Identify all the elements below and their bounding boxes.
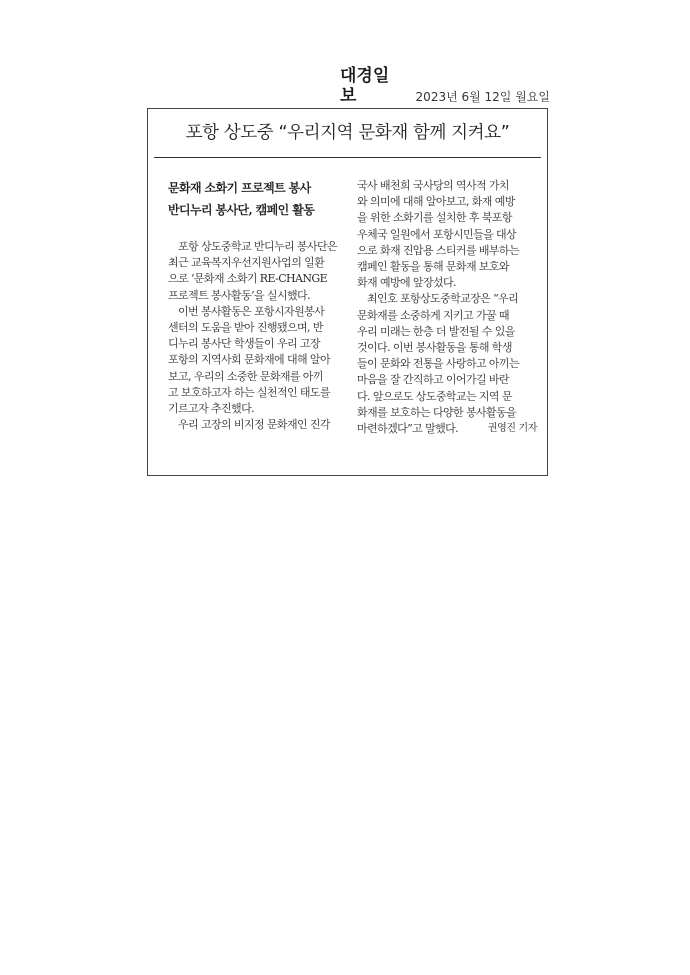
headline-divider xyxy=(154,157,541,158)
body-text-line: 우리 고장의 비지정 문화재인 진각 xyxy=(178,418,330,432)
closing-line xyxy=(357,421,537,437)
body-text-line: 다. 앞으로도 상도중학교는 지역 문 xyxy=(357,389,512,403)
body-text-line: 와 의미에 대해 알아보고, 화재 예방 xyxy=(357,195,515,209)
body-text-line: 화재 예방에 앞장섰다. xyxy=(357,276,456,290)
right-column xyxy=(357,178,537,437)
body-text-line: 으로 화재 진압용 스티커를 배부하는 xyxy=(357,243,519,257)
article-subhead xyxy=(168,177,348,221)
article-headline: 포항 상도중 “우리지역 문화재 함께 지켜요” xyxy=(185,123,510,143)
article-clipping xyxy=(147,108,548,476)
left-column-body xyxy=(168,239,348,433)
body-text-line: 문화재를 소중하게 지키고 가꿀 때 xyxy=(357,308,509,322)
body-text-line: 것이다. 이번 봉사활동을 통해 학생 xyxy=(357,341,512,355)
reporter-byline: 권영진 기자 xyxy=(487,423,537,435)
newspaper-name: 대경일보 xyxy=(340,66,390,106)
publication-date: 2023년 6월 12일 월요일 xyxy=(415,90,550,104)
body-text-line: 을 위한 소화기를 설치한 후 북포항 xyxy=(357,211,512,225)
body-text-line: 포항 상도중학교 반디누리 봉사단은 xyxy=(178,240,338,253)
closing-text: 마련하겠다”고 말했다. xyxy=(357,422,459,436)
right-column-body xyxy=(357,178,537,421)
body-text-line: 보고, 우리의 소중한 문화재를 아끼 xyxy=(168,369,323,383)
subhead-line: 반디누리 봉사단, 캠페인 활동 xyxy=(168,203,315,217)
body-text-line: 이번 봉사활동은 포항시자원봉사 xyxy=(178,304,325,318)
body-text-line: 최인호 포항상도중학교장은 “우리 xyxy=(367,292,519,306)
body-text-line: 으로 ‘문화재 소화기 RE-CHANGE xyxy=(168,272,328,286)
body-text-line: 디누리 봉사단 학생들이 우리 고장 xyxy=(168,337,320,351)
body-text-line: 우체국 일원에서 포항시민들을 대상 xyxy=(357,227,517,241)
body-text-line: 마음을 잘 간직하고 이어가길 바란 xyxy=(357,373,509,387)
body-text-line: 고 보호하고자 하는 실천적인 태도를 xyxy=(168,385,330,399)
subhead-line: 문화재 소화기 프로젝트 봉사 xyxy=(168,181,311,195)
body-text-line: 센터의 도움을 받아 진행됐으며, 반 xyxy=(168,321,323,335)
body-text-line: 국사 배천희 국사당의 역사적 가치 xyxy=(357,179,509,192)
body-text-line: 최근 교육복지우선지원사업의 일환 xyxy=(168,256,325,270)
body-text-line: 화재를 보호하는 다양한 봉사활동을 xyxy=(357,405,517,419)
body-text-line: 포항의 지역사회 문화재에 대해 알아 xyxy=(168,353,330,367)
body-text-line: 들이 문화와 전통을 사랑하고 아끼는 xyxy=(357,357,519,371)
body-text-line: 프로젝트 봉사활동’을 실시했다. xyxy=(168,288,310,302)
body-text-line: 기르고자 추진했다. xyxy=(168,402,255,416)
left-column xyxy=(168,177,348,433)
body-text-line: 우리 미래는 한층 더 발전될 수 있을 xyxy=(357,324,515,338)
masthead xyxy=(340,66,550,106)
body-text-line: 캠페인 활동을 통해 문화재 보호와 xyxy=(357,260,509,274)
